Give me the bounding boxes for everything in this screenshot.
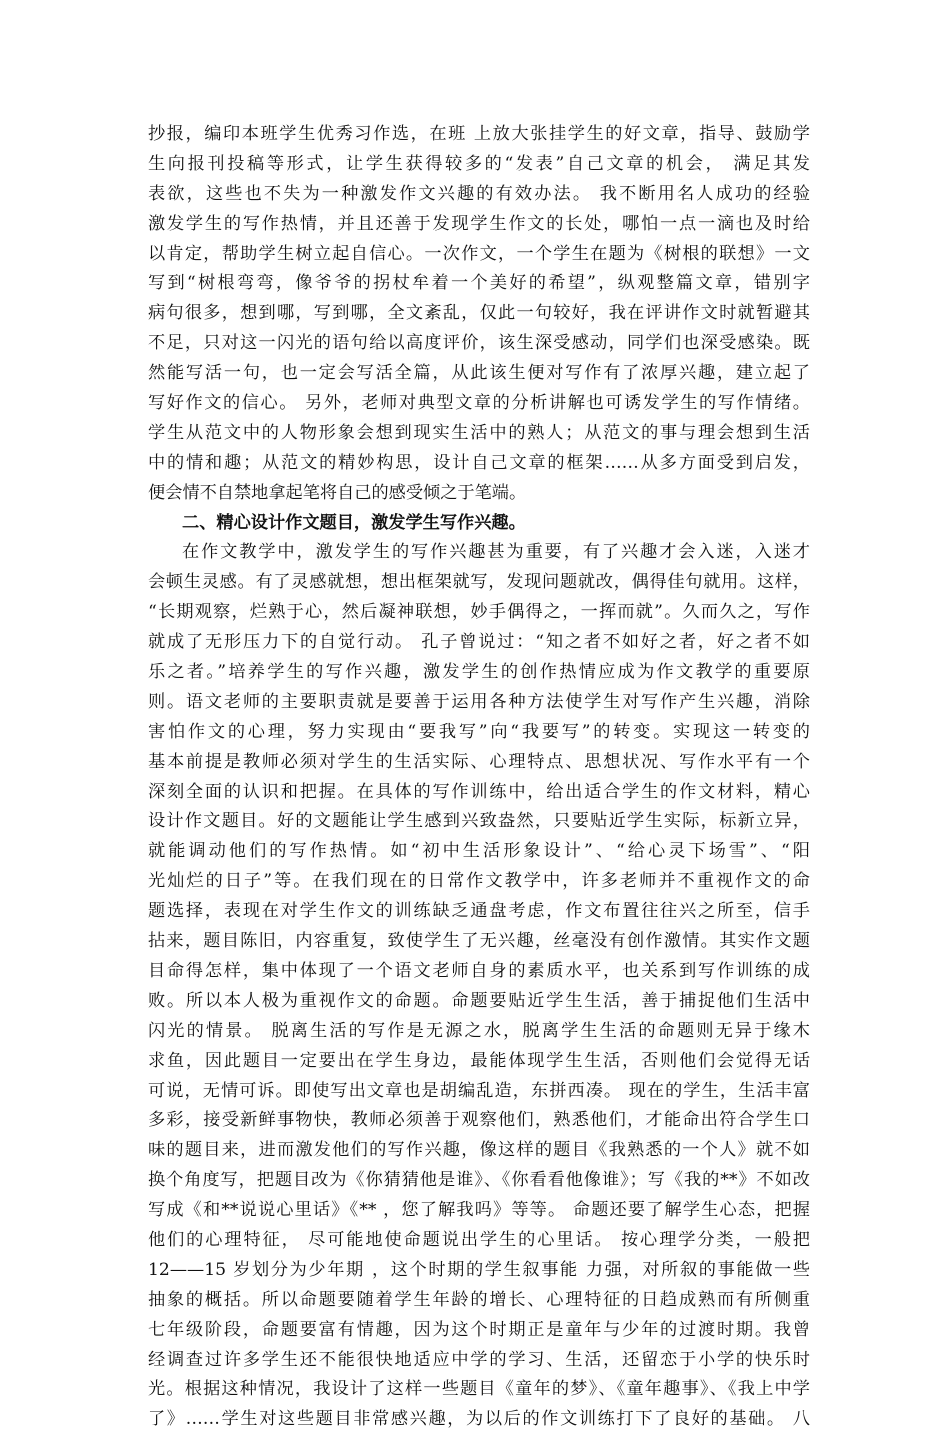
text-line: 闪光的情景。 脱离生活的写作是无源之水，脱离学生生活的命题则无异于缘木 <box>148 1020 810 1041</box>
text-line: 便会情不自禁地拿起笔将自己的感受倾之于笔端。 <box>148 482 527 503</box>
text-line: 求鱼，因此题目一定要出在学生身边，最能体现学生生活，否则他们会觉得无话 <box>148 1050 810 1071</box>
text-line: 然能写活一句，也一定会写活全篇，从此该生便对写作有了浓厚兴趣，建立起了 <box>148 363 810 384</box>
text-line: 基本前提是教师必须对学生的生活实际、心理特点、思想状况、写作水平有一个 <box>148 751 810 772</box>
text-line: 七年级阶段，命题要富有情趣，因为这个时期正是童年与少年的过渡时期。我曾 <box>148 1319 810 1340</box>
text-line: 可说，无情可诉。即使写出文章也是胡编乱造，东拼西凑。 现在的学生，生活丰富 <box>148 1080 810 1101</box>
text-line: 写好作文的信心。 另外，老师对典型文章的分析讲解也可诱发学生的写作情绪。 <box>148 393 810 414</box>
text-line: 12——15 岁划分为少年期 ，这个时期的学生叙事能 力强，对所叙的事能做一些 <box>148 1259 810 1280</box>
text-line: 目命得怎样，集中体现了一个语文老师自身的素质水平，也关系到写作训练的成 <box>148 960 810 981</box>
text-line: 设计作文题目。好的文题能让学生感到兴致盎然，只要贴近学生实际，标新立异， <box>148 811 810 832</box>
section-heading: 二、精心设计作文题目，激发学生写作兴趣。 <box>182 512 526 533</box>
text-line: 病句很多，想到哪，写到哪，全文紊乱，仅此一句较好，我在评讲作文时就暂避其 <box>148 303 810 324</box>
text-line: 就能调动他们的写作热情。如“初中生活形象设计”、“给心灵下场雪”、“阳 <box>148 841 810 862</box>
text-line: 味的题目来，进而激发他们的写作兴趣，像这样的题目《我熟悉的一个人》就不如 <box>148 1140 810 1161</box>
text-line: 败。所以本人极为重视作文的命题。命题要贴近学生生活，善于捕捉他们生活中 <box>148 990 810 1011</box>
text-line: 他们的心理特征， 尽可能地使命题说出学生的心里话。 按心理学分类，一般把 <box>148 1229 810 1250</box>
text-line: 在作文教学中，激发学生的写作兴趣甚为重要，有了兴趣才会入迷，入迷才 <box>182 542 810 563</box>
text-line: 写到“树根弯弯，像爷爷的拐杖牟着一个美好的希望”，纵观整篇文章，错别字 <box>148 273 810 294</box>
text-line: 经调查过许多学生还不能很快地适应中学的学习、生活，还留恋于小学的快乐时 <box>148 1349 810 1370</box>
text-line: 了》……学生对这些题目非常感兴趣，为以后的作文训练打下了良好的基础。 八 <box>148 1409 810 1430</box>
text-line: 以肯定，帮助学生树立起自信心。一次作文，一个学生在题为《树根的联想》一文 <box>148 243 810 264</box>
text-line: 题选择，表现在对学生作文的训练缺乏通盘考虑，作文布置往往兴之所至，信手 <box>148 901 810 922</box>
text-line: 不足，只对这一闪光的语句给以高度评价，该生深受感动，同学们也深受感染。既 <box>148 333 810 354</box>
text-line: 光灿烂的日子”等。在我们现在的日常作文教学中，许多老师并不重视作文的命 <box>148 871 810 892</box>
text-line: 抄报，编印本班学生优秀习作选，在班 上放大张挂学生的好文章，指导、鼓励学 <box>148 124 810 144</box>
document-body <box>148 120 810 1435</box>
text-line: 深刻全面的认识和把握。在具体的写作训练中，给出适合学生的作文材料，精心 <box>148 781 810 802</box>
text-line: 就成了无形压力下的自觉行动。 孔子曾说过：“知之者不如好之者，好之者不如 <box>148 632 810 653</box>
text-line: 害怕作文的心理，努力实现由“要我写”向“我要写”的转变。实现这一转变的 <box>148 721 810 742</box>
text-line: “长期观察，烂熟于心，然后凝神联想，妙手偶得之，一挥而就”。久而久之，写作 <box>148 602 810 623</box>
text-line: 写成《和**说说心里话》《** ，您了解我吗》等等。 命题还要了解学生心态，把握 <box>148 1200 810 1221</box>
text-line: 拈来，题目陈旧，内容重复，致使学生了无兴趣，丝毫没有创作激情。其实作文题 <box>148 931 810 952</box>
text-line: 换个角度写，把题目改为《你猜猜他是谁》、《你看看他像谁》；写《我的**》不如改 <box>148 1170 810 1191</box>
text-line: 抽象的概括。所以命题要随着学生年龄的增长、心理特征的日趋成熟而有所侧重 <box>148 1289 810 1310</box>
text-line: 激发学生的写作热情，并且还善于发现学生作文的长处，哪怕一点一滴也及时给 <box>148 213 810 234</box>
text-line: 表欲，这些也不失为一种激发作文兴趣的有效办法。 我不断用名人成功的经验 <box>148 183 810 204</box>
text-line: 中的情和趣；从范文的精妙构思，设计自己文章的框架……从多方面受到启发， <box>148 452 810 473</box>
text-line: 光。根据这种情况，我设计了这样一些题目《童年的梦》、《童年趣事》、《我上中学 <box>148 1379 810 1400</box>
text-line: 学生从范文中的人物形象会想到现实生活中的熟人；从范文的事与理会想到生活 <box>148 422 810 443</box>
text-line: 则。语文老师的主要职责就是要善于运用各种方法使学生对写作产生兴趣，消除 <box>148 691 810 712</box>
text-line: 会顿生灵感。有了灵感就想，想出框架就写，发现问题就改，偶得佳句就用。这样， <box>148 572 810 593</box>
text-line: 多彩，接受新鲜事物快，教师必须善于观察他们，熟悉他们，才能命出符合学生口 <box>148 1110 810 1131</box>
text-line: 生向报刊投稿等形式，让学生获得较多的“发表”自己文章的机会， 满足其发 <box>148 153 810 174</box>
text-line: 乐之者。”培养学生的写作兴趣，激发学生的创作热情应成为作文教学的重要原 <box>148 662 810 683</box>
